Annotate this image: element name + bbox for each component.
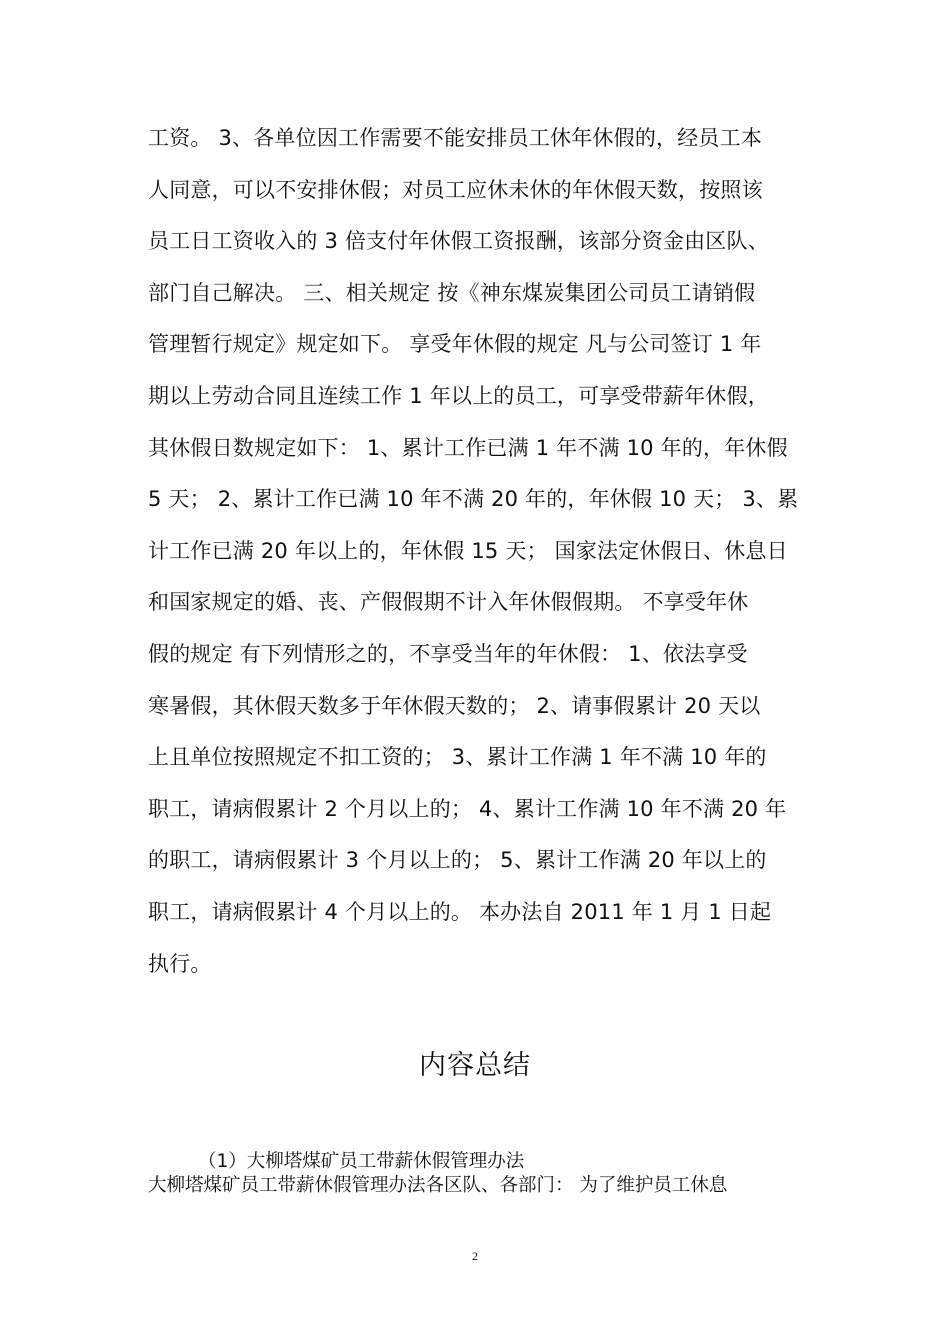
- body-line: 职工，请病假累计 4 个月以上的。 本办法自 2011 年 1 月 1 日起: [148, 899, 772, 924]
- body-line: 期以上劳动合同且连续工作 1 年以上的员工，可享受带薪年休假，: [148, 383, 769, 408]
- page-number: 2: [472, 1249, 478, 1263]
- body-text: [148, 120, 808, 997]
- body-line: 人同意，可以不安排休假；对员工应休未休的年休假天数，按照该: [148, 177, 763, 202]
- body-line: 计工作已满 20 年以上的，年休假 15 天； 国家法定休假日、休息日: [148, 538, 788, 563]
- body-line: 其休假日数规定如下： 1、累计工作已满 1 年不满 10 年的，年休假: [148, 435, 788, 460]
- body-line: 上且单位按照规定不扣工资的； 3、累计工作满 1 年不满 10 年的: [148, 745, 767, 770]
- summary-heading: （1）大柳塔煤矿员工带薪休假管理办法: [198, 1151, 525, 1172]
- body-line: 寒暑假，其休假天数多于年休假天数的； 2、请事假累计 20 天以: [148, 693, 761, 718]
- body-line: 员工日工资收入的 3 倍支付年休假工资报酬，该部分资金由区队、: [148, 229, 769, 254]
- body-line: 职工，请病假累计 2 个月以上的； 4、累计工作满 10 年不满 20 年: [148, 796, 787, 821]
- summary-line: 大柳塔煤矿员工带薪休假管理办法各区队、各部门： 为了维护员工休息: [148, 1175, 728, 1196]
- summary-title: 内容总结: [419, 1050, 531, 1081]
- summary-block: [148, 1150, 828, 1198]
- body-line: 和国家规定的婚、丧、产假假期不计入年休假假期。 不享受年休: [148, 590, 749, 615]
- body-line: 管理暂行规定》规定如下。 享受年休假的规定 凡与公司签订 1 年: [148, 332, 762, 357]
- body-line: 部门自己解决。 三、相关规定 按《神东煤炭集团公司员工请销假: [148, 280, 756, 305]
- body-line: 5 天； 2、累计工作已满 10 年不满 20 年的，年休假 10 天； 3、累: [148, 487, 799, 512]
- body-line: 执行。: [148, 951, 212, 976]
- body-line: 的职工，请病假累计 3 个月以上的； 5、累计工作满 20 年以上的: [148, 848, 767, 873]
- body-line: 假的规定 有下列情形之的，不享受当年的年休假： 1、依法享受: [148, 641, 748, 666]
- body-line: 工资。 3、各单位因工作需要不能安排员工休年休假的，经员工本: [148, 126, 763, 150]
